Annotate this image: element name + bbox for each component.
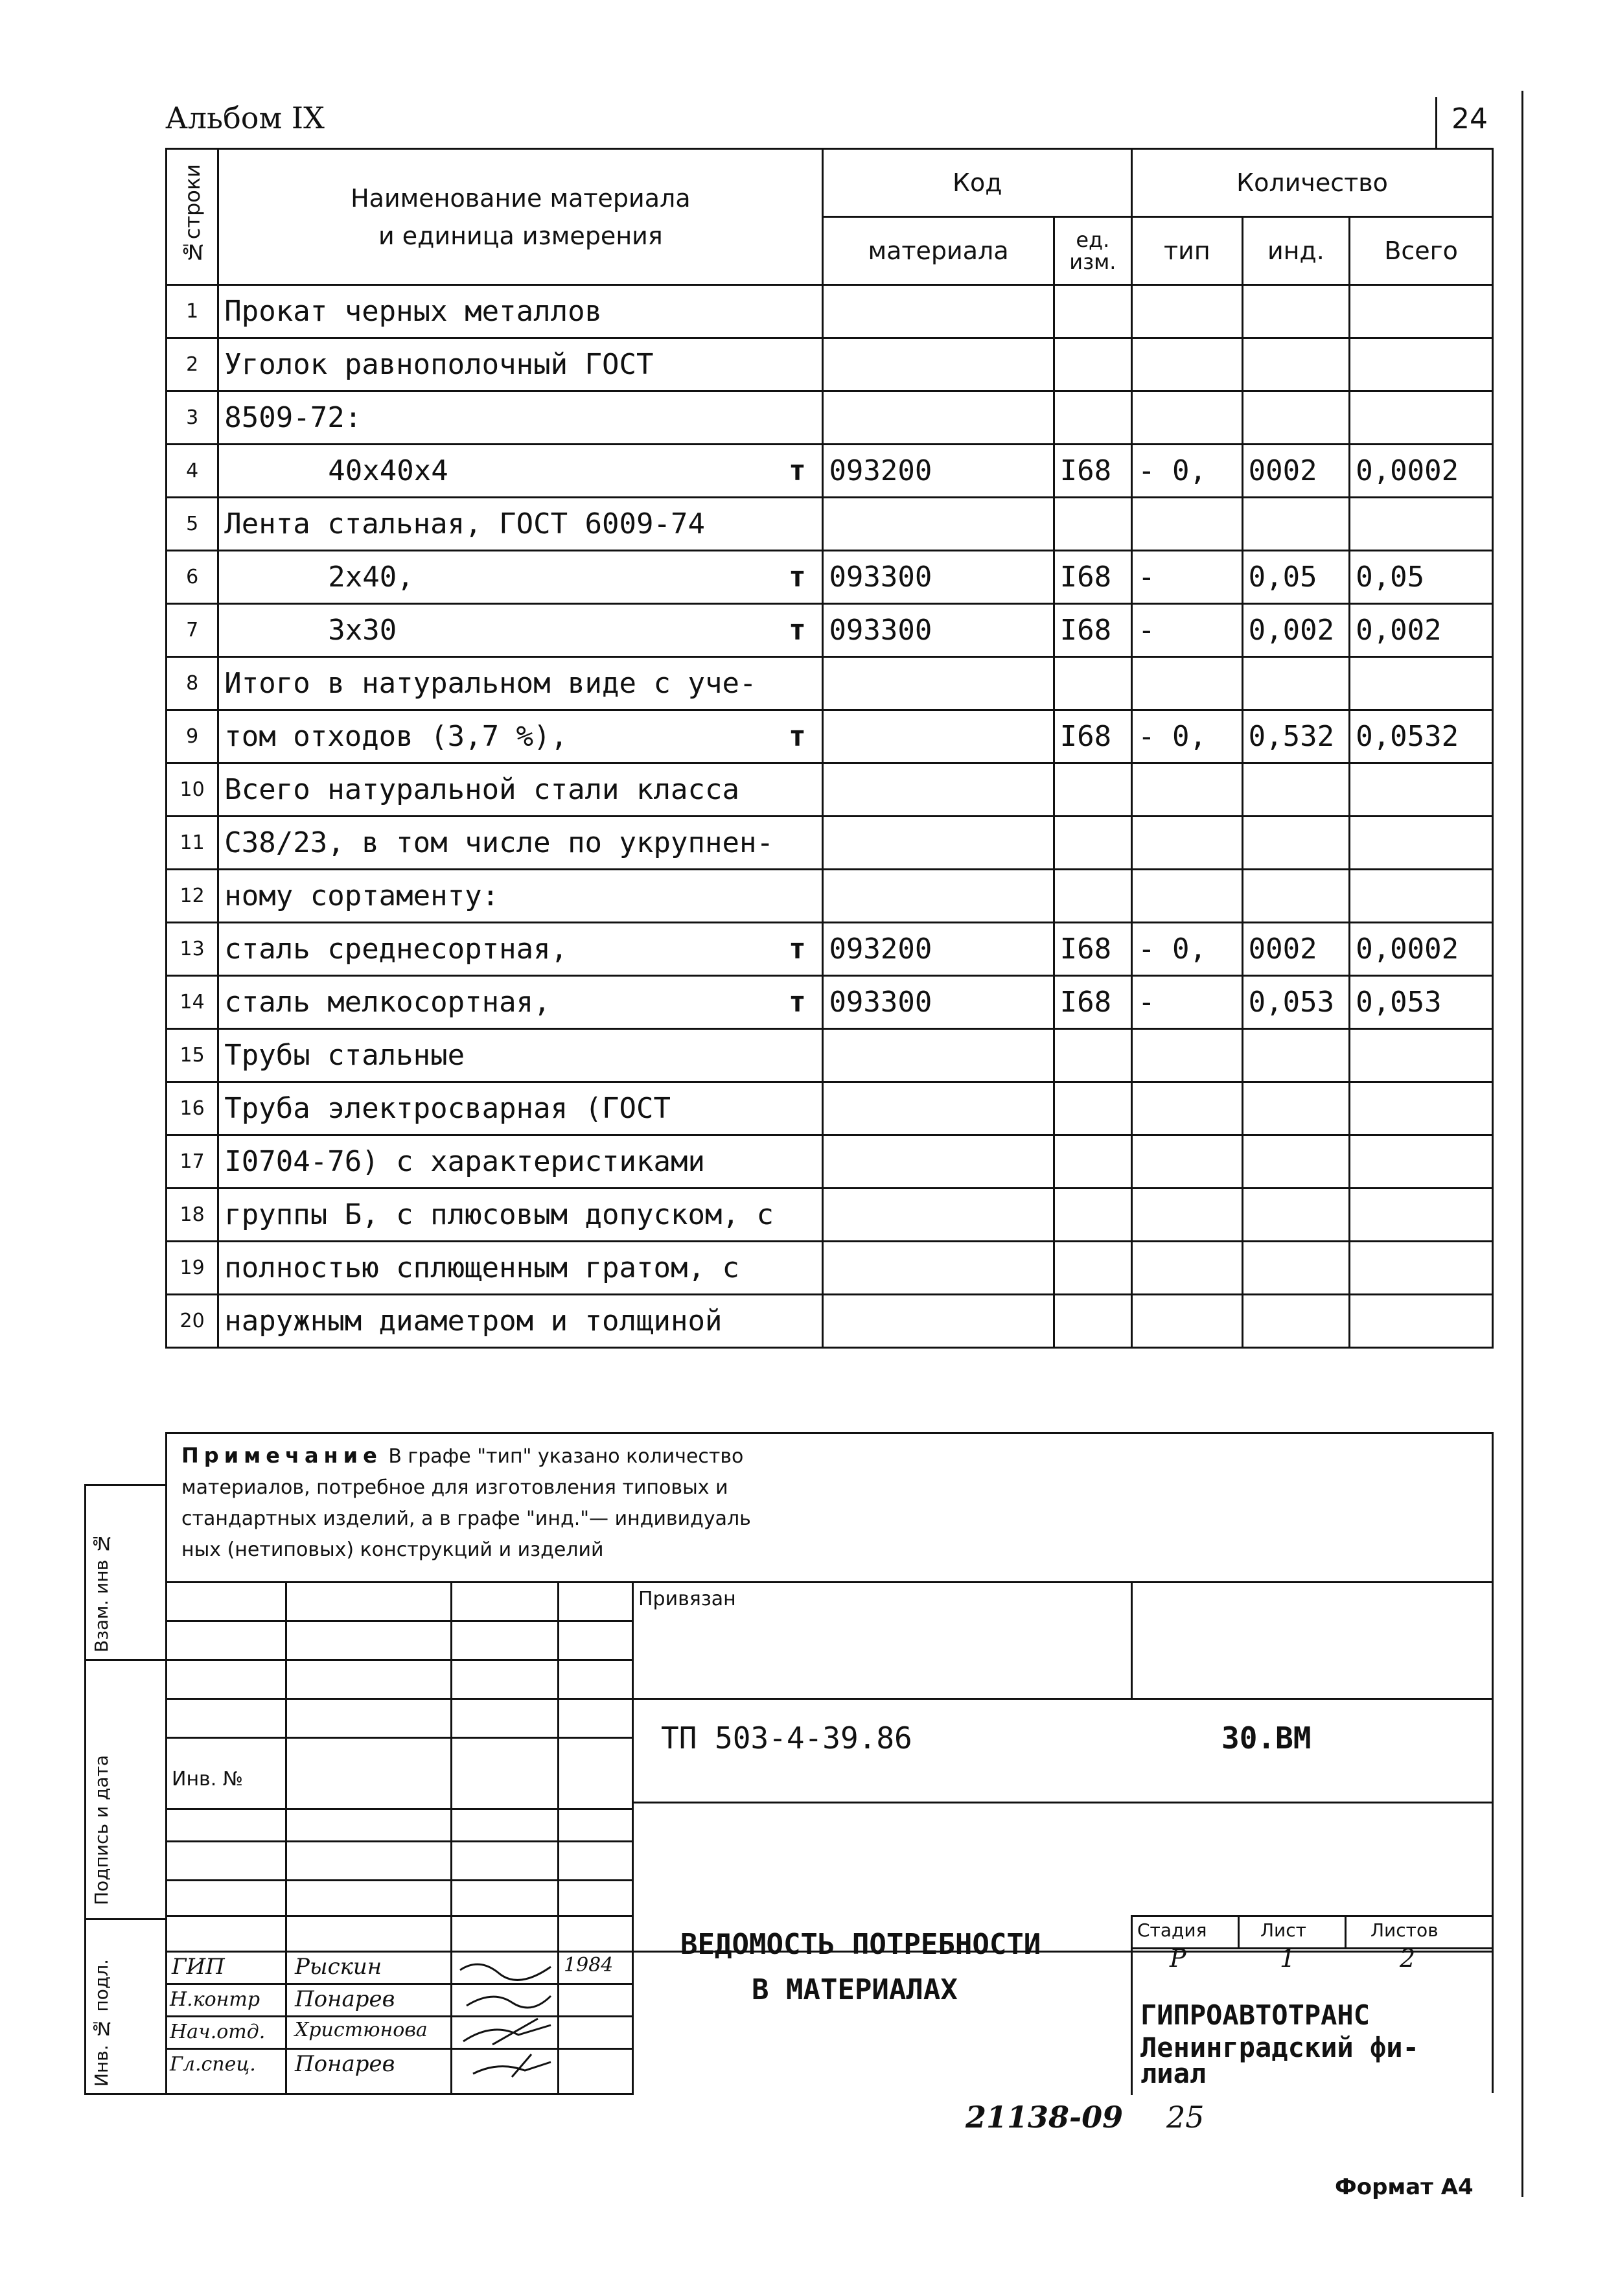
row-number: 2: [167, 338, 218, 391]
qty-total: 0,05: [1350, 551, 1493, 604]
qty-ind: [1242, 1029, 1350, 1082]
table-row: [167, 657, 1493, 710]
unit-code: [1054, 870, 1131, 923]
material-name: Лента стальная, ГОСТ 6009-74: [224, 507, 705, 540]
role-glspec: Гл.спец.: [170, 2053, 256, 2076]
material-name: I0704-76) с характеристиками: [224, 1145, 705, 1178]
name-glspec: Понарев: [295, 2051, 395, 2077]
table-row: [167, 391, 1493, 445]
side-label-signature-date: Подпись и дата: [91, 1755, 112, 1905]
material-code: [823, 1242, 1054, 1295]
qty-total: 0,0002: [1350, 445, 1493, 498]
material-code: 093200: [823, 923, 1054, 976]
table-row: [167, 1135, 1493, 1189]
material-name-cell: [218, 498, 823, 551]
material-name: Уголок равнополочный ГОСТ: [224, 348, 654, 381]
material-code: [823, 391, 1054, 445]
header-code: Код: [823, 149, 1132, 217]
note-line-2: материалов, потребное для изготовления типовых и: [181, 1476, 728, 1499]
date-gip: 1984: [564, 1954, 614, 1977]
organization-line-1: ГИПРОАВТОТРАНС: [1140, 1999, 1370, 2031]
document-mark: 30.ВМ: [1221, 1721, 1312, 1756]
qty-ind: 0002: [1242, 923, 1350, 976]
qty-total: [1350, 870, 1493, 923]
name-nkontr: Понарев: [295, 1986, 395, 2012]
material-unit: т: [789, 614, 806, 647]
document-title-line-1: ВЕДОМОСТЬ ПОТРЕБНОСТИ: [680, 1928, 1041, 1961]
qty-total: [1350, 1189, 1493, 1242]
material-name-cell: [218, 657, 823, 710]
material-name: Труба электросварная (ГОСТ: [224, 1092, 671, 1125]
material-unit: т: [789, 986, 806, 1019]
qty-type: [1132, 1189, 1243, 1242]
row-number: 16: [167, 1082, 218, 1135]
row-number: 3: [167, 391, 218, 445]
material-name-cell: [218, 817, 823, 870]
material-unit: т: [789, 933, 806, 966]
name-nachotd: Христюнова: [295, 2019, 428, 2041]
row-number: 8: [167, 657, 218, 710]
header-qty-total: Всего: [1350, 217, 1493, 285]
material-name: том отходов (3,7 %),: [224, 720, 568, 753]
header-row-number: №строки: [167, 149, 218, 285]
row-number: 20: [167, 1295, 218, 1348]
qty-type: - 0,: [1132, 923, 1243, 976]
table-row: [167, 817, 1493, 870]
material-name: С38/23, в том числе по укрупнен-: [224, 826, 774, 859]
materials-table: [165, 148, 1494, 1349]
qty-ind: [1242, 763, 1350, 817]
material-code: [823, 1295, 1054, 1348]
material-name-cell: [218, 976, 823, 1029]
right-border: [1521, 91, 1523, 2197]
qty-type: [1132, 763, 1243, 817]
material-unit: т: [789, 720, 806, 753]
page-number-divider: [1435, 97, 1437, 149]
table-row: [167, 604, 1493, 657]
material-code: [823, 498, 1054, 551]
table-row: [167, 976, 1493, 1029]
archive-number: 21138-09: [965, 2100, 1124, 2135]
qty-type: [1132, 870, 1243, 923]
material-name: Прокат черных металлов: [224, 295, 603, 328]
material-code: [823, 1135, 1054, 1189]
sheets-value: 2: [1400, 1944, 1416, 1973]
qty-type: [1132, 657, 1243, 710]
row-number: 7: [167, 604, 218, 657]
stage-value: Р: [1170, 1944, 1186, 1973]
material-name: группы Б, с плюсовым допуском, с: [224, 1198, 774, 1231]
material-name-cell: [218, 1189, 823, 1242]
note-block: [181, 1440, 1231, 1566]
qty-total: 0,0002: [1350, 923, 1493, 976]
qty-total: [1350, 285, 1493, 338]
material-name: Итого в натуральном виде с уче-: [224, 667, 757, 700]
material-name-cell: [218, 1029, 823, 1082]
qty-ind: 0002: [1242, 445, 1350, 498]
material-code: [823, 710, 1054, 763]
qty-ind: 0,532: [1242, 710, 1350, 763]
qty-total: [1350, 498, 1493, 551]
material-name: ному сортаменту:: [224, 879, 500, 912]
qty-ind: [1242, 338, 1350, 391]
material-code: [823, 338, 1054, 391]
material-code: [823, 1082, 1054, 1135]
header-qty-type: тип: [1132, 217, 1243, 285]
qty-total: [1350, 1135, 1493, 1189]
role-nachotd: Нач.отд.: [170, 2021, 266, 2043]
material-name-cell: [218, 445, 823, 498]
qty-ind: [1242, 391, 1350, 445]
unit-code: [1054, 1029, 1131, 1082]
material-name-cell: [218, 923, 823, 976]
table-row: [167, 551, 1493, 604]
qty-type: - 0,: [1132, 445, 1243, 498]
header-qty-ind: инд.: [1242, 217, 1350, 285]
qty-ind: 0,053: [1242, 976, 1350, 1029]
unit-code: [1054, 1242, 1131, 1295]
unit-code: [1054, 657, 1131, 710]
material-name: 8509-72:: [224, 401, 362, 434]
material-name: наружным диаметром и толщиной: [224, 1305, 723, 1338]
role-gip: ГИП: [172, 1954, 225, 1980]
qty-ind: [1242, 1295, 1350, 1348]
material-name: Трубы стальные: [224, 1039, 465, 1072]
material-name-cell: [218, 1082, 823, 1135]
qty-ind: [1242, 1082, 1350, 1135]
role-nkontr: Н.контр: [170, 1988, 260, 2011]
row-number: 10: [167, 763, 218, 817]
qty-type: [1132, 1135, 1243, 1189]
stage-label: Стадия: [1137, 1919, 1207, 1941]
qty-total: [1350, 1295, 1493, 1348]
qty-ind: [1242, 285, 1350, 338]
table-row: [167, 1029, 1493, 1082]
material-name-cell: [218, 1295, 823, 1348]
qty-type: [1132, 817, 1243, 870]
qty-total: [1350, 338, 1493, 391]
note-line-4: ных (нетиповых) конструкций и изделий: [181, 1538, 604, 1561]
name-gip: Рыскин: [295, 1954, 382, 1980]
row-number: 14: [167, 976, 218, 1029]
material-name-cell: [218, 1135, 823, 1189]
material-name: сталь среднесортная,: [224, 933, 568, 966]
unit-code: [1054, 498, 1131, 551]
material-name: сталь мелкосортная,: [224, 986, 551, 1019]
side-label-replaced-inv: Взам. инв №: [91, 1532, 112, 1652]
material-code: [823, 657, 1054, 710]
table-row: [167, 710, 1493, 763]
qty-ind: [1242, 1242, 1350, 1295]
organization-line-3: лиал: [1140, 2058, 1207, 2089]
qty-ind: 0,05: [1242, 551, 1350, 604]
sheet-label: Лист: [1260, 1919, 1306, 1941]
table-row: [167, 1082, 1493, 1135]
qty-ind: [1242, 657, 1350, 710]
qty-type: -: [1132, 976, 1243, 1029]
organization-line-2: Ленинградский фи-: [1140, 2032, 1419, 2063]
sheet-value: 1: [1280, 1944, 1296, 1973]
qty-type: - 0,: [1132, 710, 1243, 763]
material-name-cell: [218, 285, 823, 338]
material-name-cell: [218, 763, 823, 817]
material-code: [823, 1029, 1054, 1082]
material-code: [823, 817, 1054, 870]
document-title-line-2: В МАТЕРИАЛАХ: [752, 1973, 958, 2006]
material-name-cell: [218, 391, 823, 445]
sheets-label: Листов: [1370, 1919, 1439, 1941]
row-number: 5: [167, 498, 218, 551]
qty-total: 0,053: [1350, 976, 1493, 1029]
qty-total: [1350, 657, 1493, 710]
material-name: 40х40х4: [328, 454, 448, 487]
material-code: 093200: [823, 445, 1054, 498]
table-row: [167, 1189, 1493, 1242]
material-name-cell: [218, 1242, 823, 1295]
unit-code: [1054, 1295, 1131, 1348]
header-material-name: Наименование материала и единица измерения: [218, 149, 823, 285]
material-name-cell: [218, 870, 823, 923]
material-name-cell: [218, 551, 823, 604]
row-number: 13: [167, 923, 218, 976]
table-row: [167, 763, 1493, 817]
unit-code: [1054, 285, 1131, 338]
material-code: 093300: [823, 551, 1054, 604]
qty-ind: [1242, 817, 1350, 870]
table-row: [167, 923, 1493, 976]
unit-code: I68: [1054, 604, 1131, 657]
qty-total: 0,002: [1350, 604, 1493, 657]
header-code-unit: ед. изм.: [1054, 217, 1131, 285]
qty-total: [1350, 763, 1493, 817]
material-unit: т: [789, 561, 806, 594]
material-name-cell: [218, 604, 823, 657]
qty-total: [1350, 1029, 1493, 1082]
inventory-number-label: Инв. №: [172, 1768, 244, 1791]
qty-ind: [1242, 1135, 1350, 1189]
table-row: [167, 338, 1493, 391]
qty-type: -: [1132, 604, 1243, 657]
qty-total: [1350, 1082, 1493, 1135]
qty-total: [1350, 1242, 1493, 1295]
unit-code: I68: [1054, 551, 1131, 604]
row-number: 19: [167, 1242, 218, 1295]
paper-format: Формат А4: [1335, 2174, 1474, 2200]
material-code: 093300: [823, 604, 1054, 657]
qty-type: [1132, 1295, 1243, 1348]
qty-type: [1132, 498, 1243, 551]
qty-type: [1132, 1029, 1243, 1082]
row-number: 12: [167, 870, 218, 923]
material-code: [823, 285, 1054, 338]
side-label-inv-original: Инв. № подл.: [91, 1958, 112, 2087]
document-code: ТП 503-4-39.86: [661, 1721, 912, 1756]
row-number: 17: [167, 1135, 218, 1189]
unit-code: I68: [1054, 923, 1131, 976]
note-line-1: В графе "тип" указано количество: [388, 1445, 744, 1468]
unit-code: I68: [1054, 710, 1131, 763]
page-number: 24: [1451, 102, 1488, 135]
qty-total: 0,0532: [1350, 710, 1493, 763]
material-code: 093300: [823, 976, 1054, 1029]
table-row: [167, 285, 1493, 338]
material-code: [823, 1189, 1054, 1242]
material-code: [823, 870, 1054, 923]
unit-code: I68: [1054, 976, 1131, 1029]
unit-code: [1054, 391, 1131, 445]
material-code: [823, 763, 1054, 817]
note-line-3: стандартных изделий, а в графе "инд."— индивидуаль: [181, 1507, 751, 1530]
footer-page-number: 25: [1166, 2100, 1205, 2135]
row-number: 18: [167, 1189, 218, 1242]
qty-ind: [1242, 498, 1350, 551]
unit-code: [1054, 1082, 1131, 1135]
material-name: полностью сплющенным гратом, с: [224, 1251, 739, 1284]
qty-type: -: [1132, 551, 1243, 604]
qty-type: [1132, 285, 1243, 338]
material-unit: т: [789, 454, 806, 487]
material-name-cell: [218, 338, 823, 391]
unit-code: I68: [1054, 445, 1131, 498]
row-number: 15: [167, 1029, 218, 1082]
material-name: 2х40,: [328, 561, 414, 594]
header-quantity: Количество: [1132, 149, 1493, 217]
material-name-cell: [218, 710, 823, 763]
unit-code: [1054, 1189, 1131, 1242]
qty-type: [1132, 338, 1243, 391]
qty-ind: 0,002: [1242, 604, 1350, 657]
album-title: Альбом IX: [165, 100, 325, 135]
qty-ind: [1242, 870, 1350, 923]
unit-code: [1054, 763, 1131, 817]
row-number: 6: [167, 551, 218, 604]
header-code-material: материала: [823, 217, 1054, 285]
unit-code: [1054, 817, 1131, 870]
material-name: 3х30: [328, 614, 397, 647]
row-number: 9: [167, 710, 218, 763]
qty-type: [1132, 391, 1243, 445]
material-name: Всего натуральной стали класса: [224, 773, 739, 806]
qty-type: [1132, 1082, 1243, 1135]
row-number: 4: [167, 445, 218, 498]
unit-code: [1054, 338, 1131, 391]
table-row: [167, 445, 1493, 498]
privyazan-label: Привязан: [638, 1588, 736, 1610]
table-row: [167, 498, 1493, 551]
qty-type: [1132, 1242, 1243, 1295]
signature-scribbles: [454, 1951, 564, 2087]
qty-total: [1350, 817, 1493, 870]
table-row: [167, 1295, 1493, 1348]
row-number: 1: [167, 285, 218, 338]
table-row: [167, 870, 1493, 923]
qty-ind: [1242, 1189, 1350, 1242]
row-number: 11: [167, 817, 218, 870]
unit-code: [1054, 1135, 1131, 1189]
table-row: [167, 1242, 1493, 1295]
qty-total: [1350, 391, 1493, 445]
note-heading: Примечание: [181, 1443, 382, 1468]
